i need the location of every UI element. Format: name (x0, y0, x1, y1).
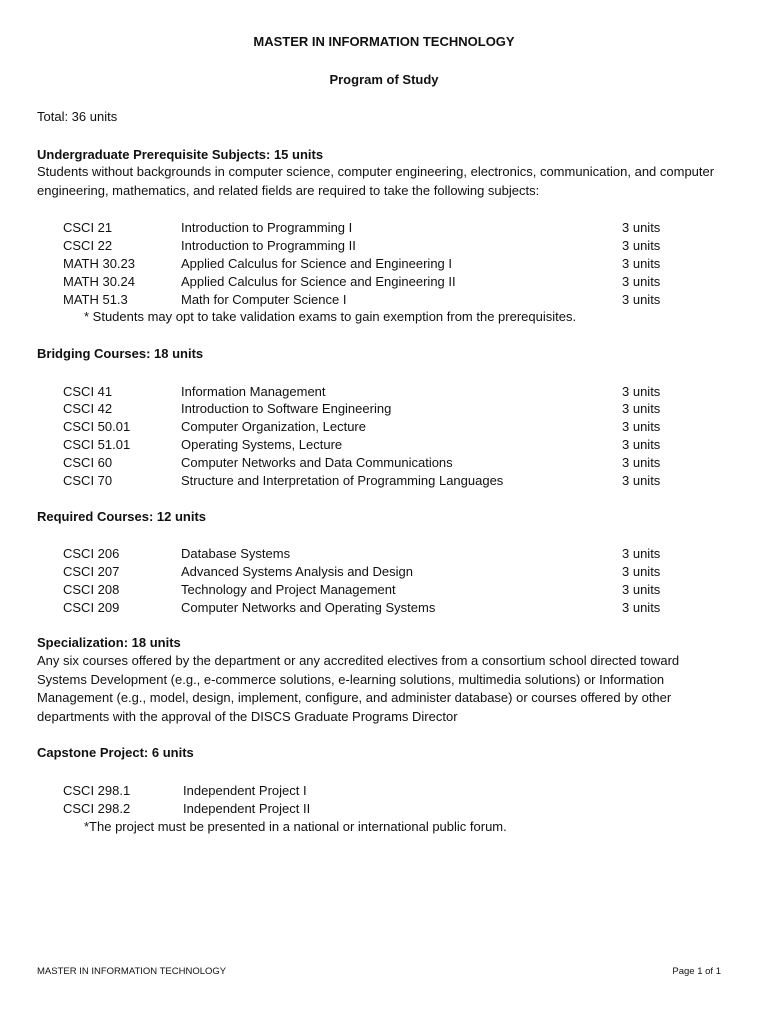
table-row (0, 454, 768, 472)
course-units: 3 units (622, 256, 661, 271)
course-units: 3 units (622, 582, 661, 597)
course-code: CSCI 21 (63, 220, 113, 235)
page-number: Page 1 of 1 (672, 966, 721, 977)
specialization-description: Any six courses offered by the department or any accredited electives from a consortium school directed toward Systems Development (e.g., e-commerce solutions, e-learning solutions, multimedia solutions) or Information Management (e.g., model, design, implement, configure, and administer database) or courses offered by other departments with the approval of the DISCS Graduate Programs Director (37, 653, 680, 724)
course-units: 3 units (622, 455, 661, 470)
prerequisites-heading: Undergraduate Prerequisite Subjects: 15 units (37, 147, 324, 162)
course-code: CSCI 70 (63, 473, 113, 488)
course-code: CSCI 298.2 (63, 801, 131, 816)
course-code: CSCI 207 (63, 564, 120, 579)
table-row (0, 237, 768, 255)
table-row (0, 782, 768, 800)
table-row (0, 599, 768, 617)
course-units: 3 units (622, 238, 661, 253)
course-code: CSCI 208 (63, 582, 120, 597)
course-name: Information Management (181, 384, 326, 399)
table-row (0, 563, 768, 581)
document-subtitle: Program of Study (329, 72, 439, 87)
prerequisites-note: * Students may opt to take validation exams to gain exemption from the prerequisites. (84, 309, 577, 324)
bridging-heading: Bridging Courses: 18 units (37, 346, 204, 361)
course-name: Math for Computer Science I (181, 292, 347, 307)
course-units: 3 units (622, 401, 661, 416)
course-name: Independent Project I (183, 783, 307, 798)
total-units: Total: 36 units (37, 109, 118, 124)
capstone-heading: Capstone Project: 6 units (37, 745, 194, 760)
course-code: MATH 30.23 (63, 256, 136, 271)
table-row (0, 255, 768, 273)
course-name: Structure and Interpretation of Programming Languages (181, 473, 504, 488)
prerequisites-description: Students without backgrounds in computer science, computer engineering, electronics, communication, and computer engineering, mathematics, and related fields are required to take the following subjects: (37, 164, 715, 198)
course-name: Computer Networks and Operating Systems (181, 600, 436, 615)
course-name: Introduction to Programming I (181, 220, 353, 235)
capstone-note: *The project must be presented in a national or international public forum. (84, 819, 507, 834)
course-units: 3 units (622, 220, 661, 235)
course-code: CSCI 42 (63, 401, 113, 416)
course-units: 3 units (622, 564, 661, 579)
course-name: Advanced Systems Analysis and Design (181, 564, 413, 579)
course-name: Independent Project II (183, 801, 311, 816)
course-units: 3 units (622, 419, 661, 434)
course-name: Database Systems (181, 546, 291, 561)
footer-title: MASTER IN INFORMATION TECHNOLOGY (37, 966, 227, 977)
course-units: 3 units (622, 546, 661, 561)
table-row (0, 436, 768, 454)
course-code: CSCI 50.01 (63, 419, 131, 434)
table-row (0, 581, 768, 599)
course-name: Computer Networks and Data Communications (181, 455, 453, 470)
course-name: Applied Calculus for Science and Engineering I (181, 256, 453, 271)
course-name: Operating Systems, Lecture (181, 437, 343, 452)
table-row (0, 800, 768, 818)
table-row (0, 400, 768, 418)
course-name: Introduction to Programming II (181, 238, 356, 253)
course-units: 3 units (622, 437, 661, 452)
table-row (0, 273, 768, 291)
course-units: 3 units (622, 600, 661, 615)
course-code: CSCI 206 (63, 546, 120, 561)
required-heading: Required Courses: 12 units (37, 509, 207, 524)
course-name: Computer Organization, Lecture (181, 419, 366, 434)
course-code: CSCI 41 (63, 384, 113, 399)
table-row (0, 219, 768, 237)
course-code: CSCI 51.01 (63, 437, 131, 452)
table-row (0, 545, 768, 563)
course-name: Introduction to Software Engineering (181, 401, 392, 416)
table-row (0, 291, 768, 309)
table-row (0, 418, 768, 436)
course-code: CSCI 22 (63, 238, 113, 253)
table-row (0, 472, 768, 490)
course-code: CSCI 209 (63, 600, 120, 615)
course-units: 3 units (622, 274, 661, 289)
course-code: MATH 30.24 (63, 274, 136, 289)
document-title: MASTER IN INFORMATION TECHNOLOGY (253, 34, 515, 49)
table-row (0, 383, 768, 401)
course-code: CSCI 60 (63, 455, 113, 470)
course-units: 3 units (622, 292, 661, 307)
course-name: Technology and Project Management (181, 582, 396, 597)
course-units: 3 units (622, 384, 661, 399)
course-code: CSCI 298.1 (63, 783, 131, 798)
course-units: 3 units (622, 473, 661, 488)
course-name: Applied Calculus for Science and Engineering II (181, 274, 456, 289)
course-code: MATH 51.3 (63, 292, 128, 307)
specialization-heading: Specialization: 18 units (37, 635, 181, 650)
